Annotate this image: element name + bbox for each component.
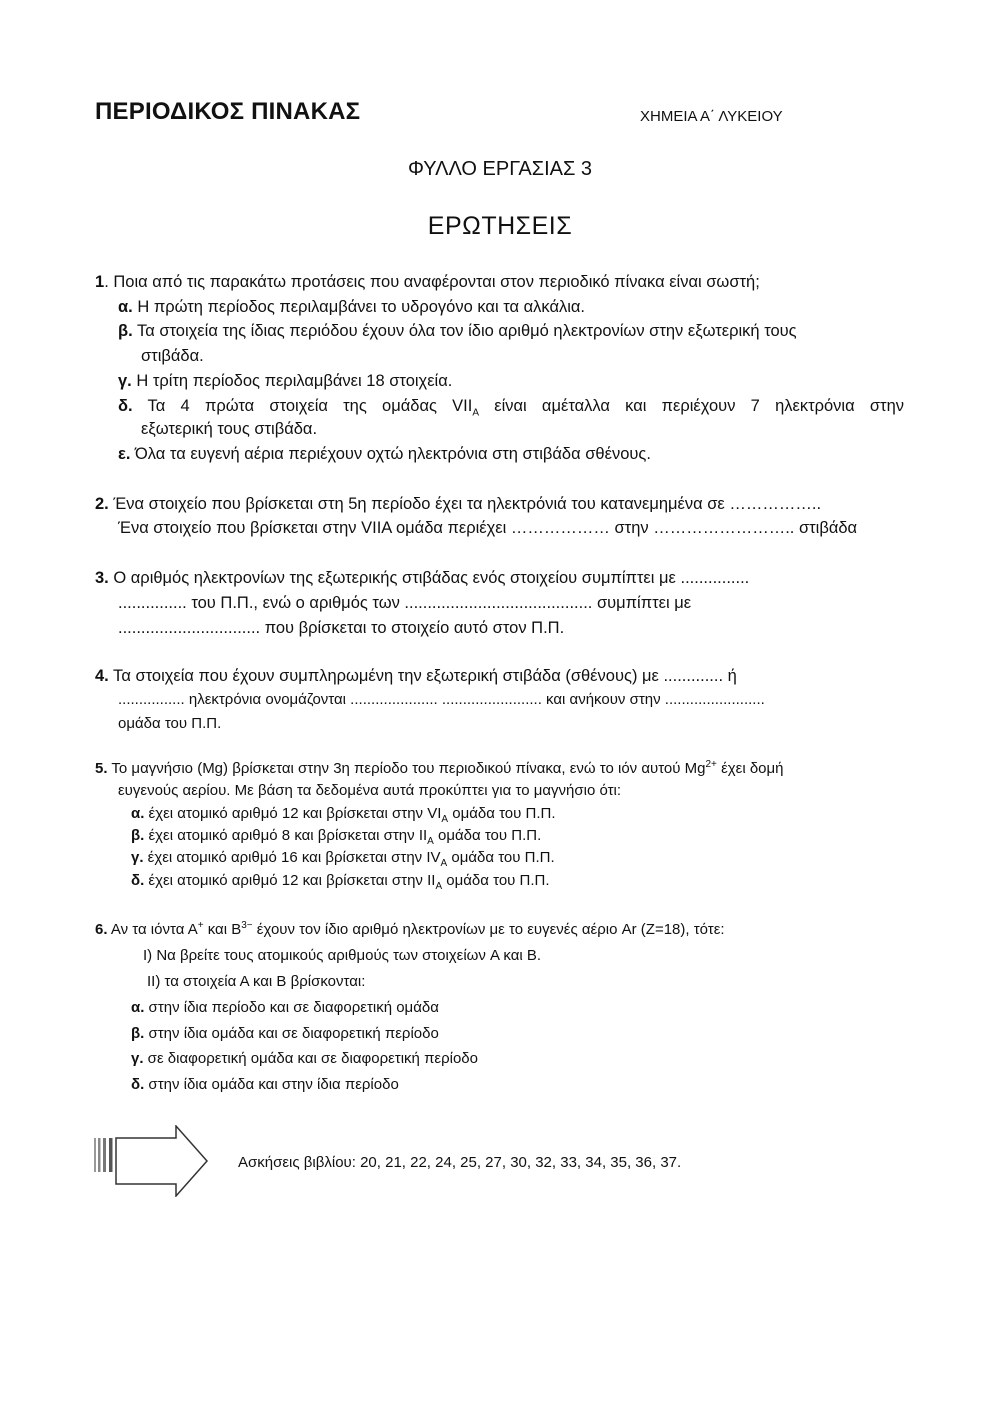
question-1-option-a: α. Η πρώτη περίοδος περιλαμβάνει το υδρογόνο και τα αλκάλια. [118,298,586,316]
question-5-option-b: β. έχει ατομικό αριθμό 8 και βρίσκεται στην $II_A$ ομάδα του Π.Π. [131,827,542,847]
page-title: ΠΕΡΙΟΔΙΚΟΣ ΠΙΝΑΚΑΣ [95,98,361,125]
question-1-stem: 1. Ποια από τις παρακάτω προτάσεις που αναφέρονται στον περιοδικό πίνακα είναι σωστή; [95,273,760,291]
question-4-line-1: 4. Τα στοιχεία που έχουν συμπληρωμένη την εξωτερική στιβάδα (σθένους) με ............. ή [95,667,737,685]
question-1-option-b-cont: στιβάδα. [141,347,204,365]
question-6-part-1: I) Να βρείτε τους ατομικούς αριθμούς των στοιχείων A και B. [143,947,542,964]
question-3-line-3: ............................... που βρίσκεται το στοιχείο αυτό στον Π.Π. [118,619,565,637]
question-1-option-b: β. Τα στοιχεία της ίδιας περιόδου έχουν όλα τον ίδιο αριθμό ηλεκτρονίων στην εξωτερική τους [118,322,797,340]
question-number: 1 [95,273,105,291]
question-3-line-1: 3. Ο αριθμός ηλεκτρονίων της εξωτερικής στιβάδας ενός στοιχείου συμπίπτει με ............... [95,569,750,587]
question-6-option-d: δ. στην ίδια ομάδα και στην ίδια περίοδο [131,1076,399,1093]
question-5-option-c: γ. έχει ατομικό αριθμό 16 και βρίσκεται στην $IV_A$ ομάδα του Π.Π. [131,849,555,869]
question-6-option-c: γ. σε διαφορετική ομάδα και σε διαφορετική περίοδο [131,1050,478,1067]
question-6-option-b: β. στην ίδια ομάδα και σε διαφορετική περίοδο [131,1025,439,1042]
question-5-option-a: α. έχει ατομικό αριθμό 12 και βρίσκεται στην $VI_A$ ομάδα του Π.Π. [131,805,556,825]
question-5-line-1: 5. Το μαγνήσιο (Mg) βρίσκεται στην 3η περίοδο του περιοδικού πίνακα, ενώ το ιόν αυτού $Mg^{2+}$ έχει δομή [95,759,784,777]
question-1-option-d: δ. Τα 4 πρώτα στοιχεία της ομάδας $VII_A$ είναι αμέταλλα και περιέχουν 7 ηλεκτρόνια στην [118,397,904,419]
question-5-option-d: δ. έχει ατομικό αριθμό 12 και βρίσκεται στην $II_A$ ομάδα του Π.Π. [131,872,550,892]
question-2-line-2: Ένα στοιχείο που βρίσκεται στην VIIA ομάδα περιέχει ……………… στην …………………….. στιβάδα [118,519,858,537]
question-2-line-1: 2. Ένα στοιχείο που βρίσκεται στη 5η περίοδο έχει τα ηλεκτρόνιά του κατανεμημένα σε …………….. [95,495,822,513]
question-4-line-3: ομάδα του Π.Π. [118,715,222,732]
subject-label: ΧΗΜΕΙΑ Α΄ ΛΥΚΕΙΟΥ [640,108,783,125]
question-6-line-1: 6. Αν τα ιόντα Α+ και $B^{3-}$ έχουν τον ίδιο αριθμό ηλεκτρονίων με το ευγενές αέριο Ar (Z=18), τότε: [95,920,725,938]
question-4-line-2: ................ ηλεκτρόνια ονομάζονται ..................... ........................ και ανήκουν στην ........................ [118,691,765,708]
question-1-option-c: γ. Η τρίτη περίοδος περιλαμβάνει 18 στοιχεία. [118,372,453,390]
question-6-part-2: II) τα στοιχεία Α και Β βρίσκονται: [147,973,366,990]
worksheet-title: ΦΥΛΛΟ ΕΡΓΑΣΙΑΣ 3 [407,158,593,180]
question-6-option-a: α. στην ίδια περίοδο και σε διαφορετική ομάδα [131,999,439,1016]
section-heading: ΕΡΩΤΗΣΕΙΣ [427,212,573,240]
question-3-line-2: ............... του Π.Π., ενώ ο αριθμός των ......................................... συμπίπτει με [118,594,692,612]
question-5-line-2: ευγενούς αερίου. Με βάση τα δεδομένα αυτά προκύπτει για το μαγνήσιο ότι: [118,782,622,799]
question-1-option-d-cont: εξωτερική τους στιβάδα. [141,420,318,438]
book-exercises: Ασκήσεις βιβλίου: 20, 21, 22, 24, 25, 27, 30, 32, 33, 34, 35, 36, 37. [238,1154,682,1171]
right-arrow-icon [92,1125,212,1202]
question-1-option-e: ε. Όλα τα ευγενή αέρια περιέχουν οχτώ ηλεκτρόνια στη στιβάδα σθένους. [118,445,651,463]
